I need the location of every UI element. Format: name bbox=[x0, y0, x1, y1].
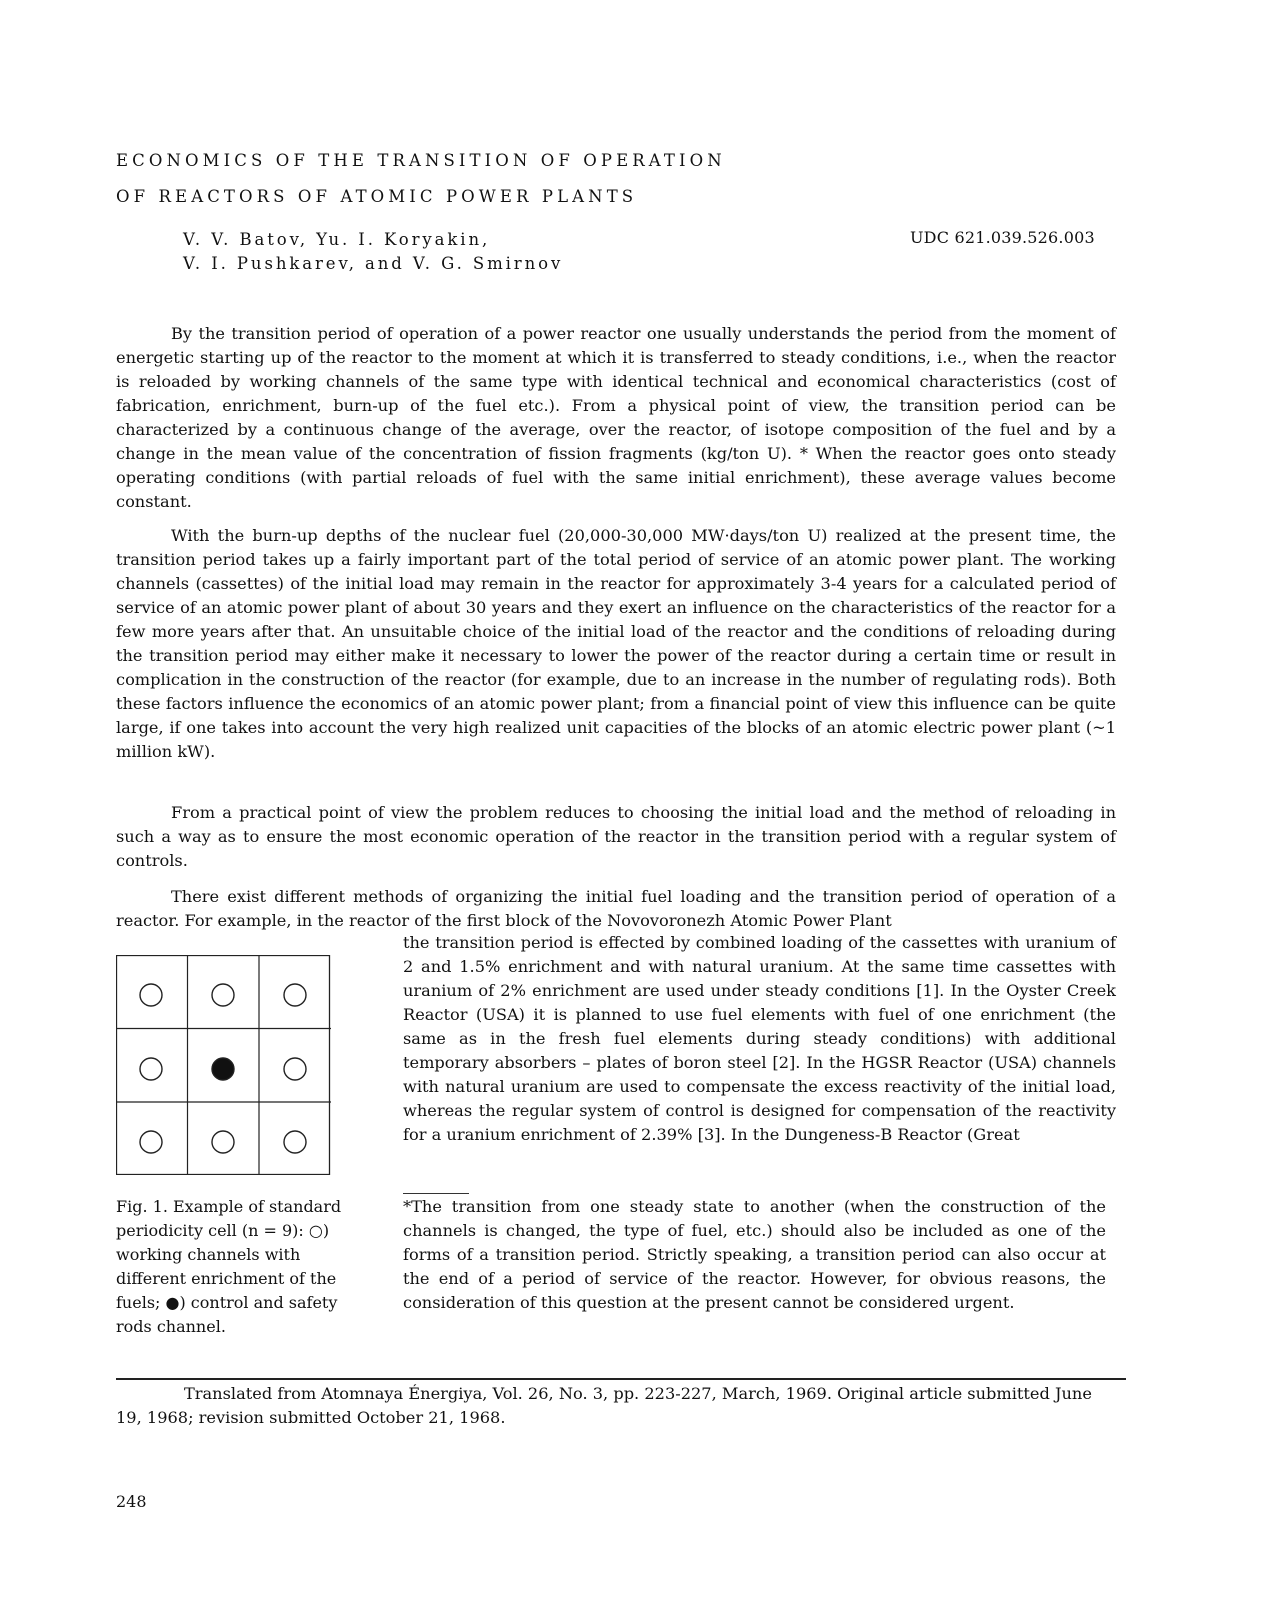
udc-code: UDC 621.039.526.003 bbox=[910, 228, 1095, 247]
footnote: *The transition from one steady state to another (when the construction of the channels is changed, the type of fuel, etc.) should also be included as one of the forms of a transition period. Strictly speaking, a transition period can also occur at the end of a period of service of the reactor. However, for obvious reasons, the consideration of this question at the present cannot be considered urgent. bbox=[403, 1197, 1106, 1312]
authors-line-1: V. V. Batov, Yu. I. Koryakin, bbox=[183, 230, 491, 249]
working-channel bbox=[212, 1131, 234, 1153]
paragraph-1: By the transition period of operation of a power reactor one usually understands the period from the moment of energetic starting up of the reactor to the moment at which it is transferred to steady conditions, i.e., when the reactor is reloaded by working channels of the same type with identical technical and economical characteristics (cost of fabrication, enrichment, burn-up of the fuel etc.). From a physical point of view, the transition period can be characterized by a continuous change of the average, over the reactor, of isotope composition of the fuel and by a change in the mean value of the concentration of fission fragments (kg/ton U). * When the reactor goes onto steady operating conditions (with partial reloads of fuel with the same initial enrichment), these average values become constant. bbox=[116, 324, 1116, 511]
translation-note: Translated from Atomnaya Énergiya, Vol. 26, No. 3, pp. 223-227, March, 1969. Original article submitted June 19, 1968; revision submitted October 21, 1968. bbox=[116, 1384, 1092, 1427]
working-channel bbox=[284, 984, 306, 1006]
footnote-divider bbox=[403, 1193, 469, 1194]
page-number: 248 bbox=[116, 1492, 147, 1511]
page-footer-rule bbox=[116, 1378, 1126, 1380]
working-channel bbox=[140, 1058, 162, 1080]
paragraph-3: From a practical point of view the problem reduces to choosing the initial load and the method of reloading in such a way as to ensure the most economic operation of the reactor in the transition period with a regular system of controls. bbox=[116, 803, 1116, 870]
working-channel bbox=[140, 984, 162, 1006]
working-channel bbox=[140, 1131, 162, 1153]
figure-caption: Fig. 1. Example of standard periodicity cell (n = 9): ○) working channels with different enrichment of the fuels; ●) control and safety rods channel. bbox=[116, 1197, 342, 1336]
control-rod-channel bbox=[212, 1058, 234, 1080]
authors-line-2: V. I. Pushkarev, and V. G. Smirnov bbox=[183, 254, 564, 273]
paragraph-4-start: There exist different methods of organizing the initial fuel loading and the transition period of operation of a reactor. For example, in the reactor of the first block of the Novovoronezh Atomic Power Plant bbox=[116, 887, 1116, 930]
title-line-2: OF REACTORS OF ATOMIC POWER PLANTS bbox=[116, 187, 638, 206]
paragraph-2: With the burn-up depths of the nuclear fuel (20,000-30,000 MW·days/ton U) realized at the present time, the transition period takes up a fairly important part of the total period of service of an atomic power plant. The working channels (cassettes) of the initial load may remain in the reactor for approximately 3-4 years for a calculated period of service of an atomic power plant of about 30 years and they exert an influence on the characteristics of the reactor for a few more years after that. An unsuitable choice of the initial load of the reactor and the conditions of reloading during the transition period may either make it necessary to lower the power of the reactor during a certain time or result in complication in the construction of the reactor (for example, due to an increase in the number of regulating rods). Both these factors influence the economics of an atomic power plant; from a financial point of view this influence can be quite large, if one takes into account the very high realized unit capacities of the blocks of an atomic electric power plant (~1 million kW). bbox=[116, 526, 1116, 761]
working-channel bbox=[284, 1058, 306, 1080]
author-list bbox=[183, 228, 563, 276]
title-line-1: ECONOMICS OF THE TRANSITION OF OPERATION bbox=[116, 151, 726, 170]
article-title bbox=[116, 143, 726, 215]
working-channel bbox=[212, 984, 234, 1006]
periodicity-cell-diagram bbox=[116, 955, 331, 1175]
paragraph-4-continued: the transition period is effected by combined loading of the cassettes with uranium of 2 and 1.5% enrichment and with natural uranium. At the same time cassettes with uranium of 2% enrichment are used under steady conditions [1]. In the Oyster Creek Reactor (USA) it is planned to use fuel elements with fuel of one enrichment (the same as in the fresh fuel elements during steady conditions) with additional temporary absorbers – plates of boron steel [2]. In the HGSR Reactor (USA) channels with natural uranium are used to compensate the excess reactivity of the initial load, whereas the regular system of control is designed for compensation of the reactivity for a uranium enrichment of 2.39% [3]. In the Dungeness-B Reactor (Great bbox=[403, 933, 1116, 1144]
figure-periodicity-cell bbox=[116, 955, 331, 1175]
working-channel bbox=[284, 1131, 306, 1153]
